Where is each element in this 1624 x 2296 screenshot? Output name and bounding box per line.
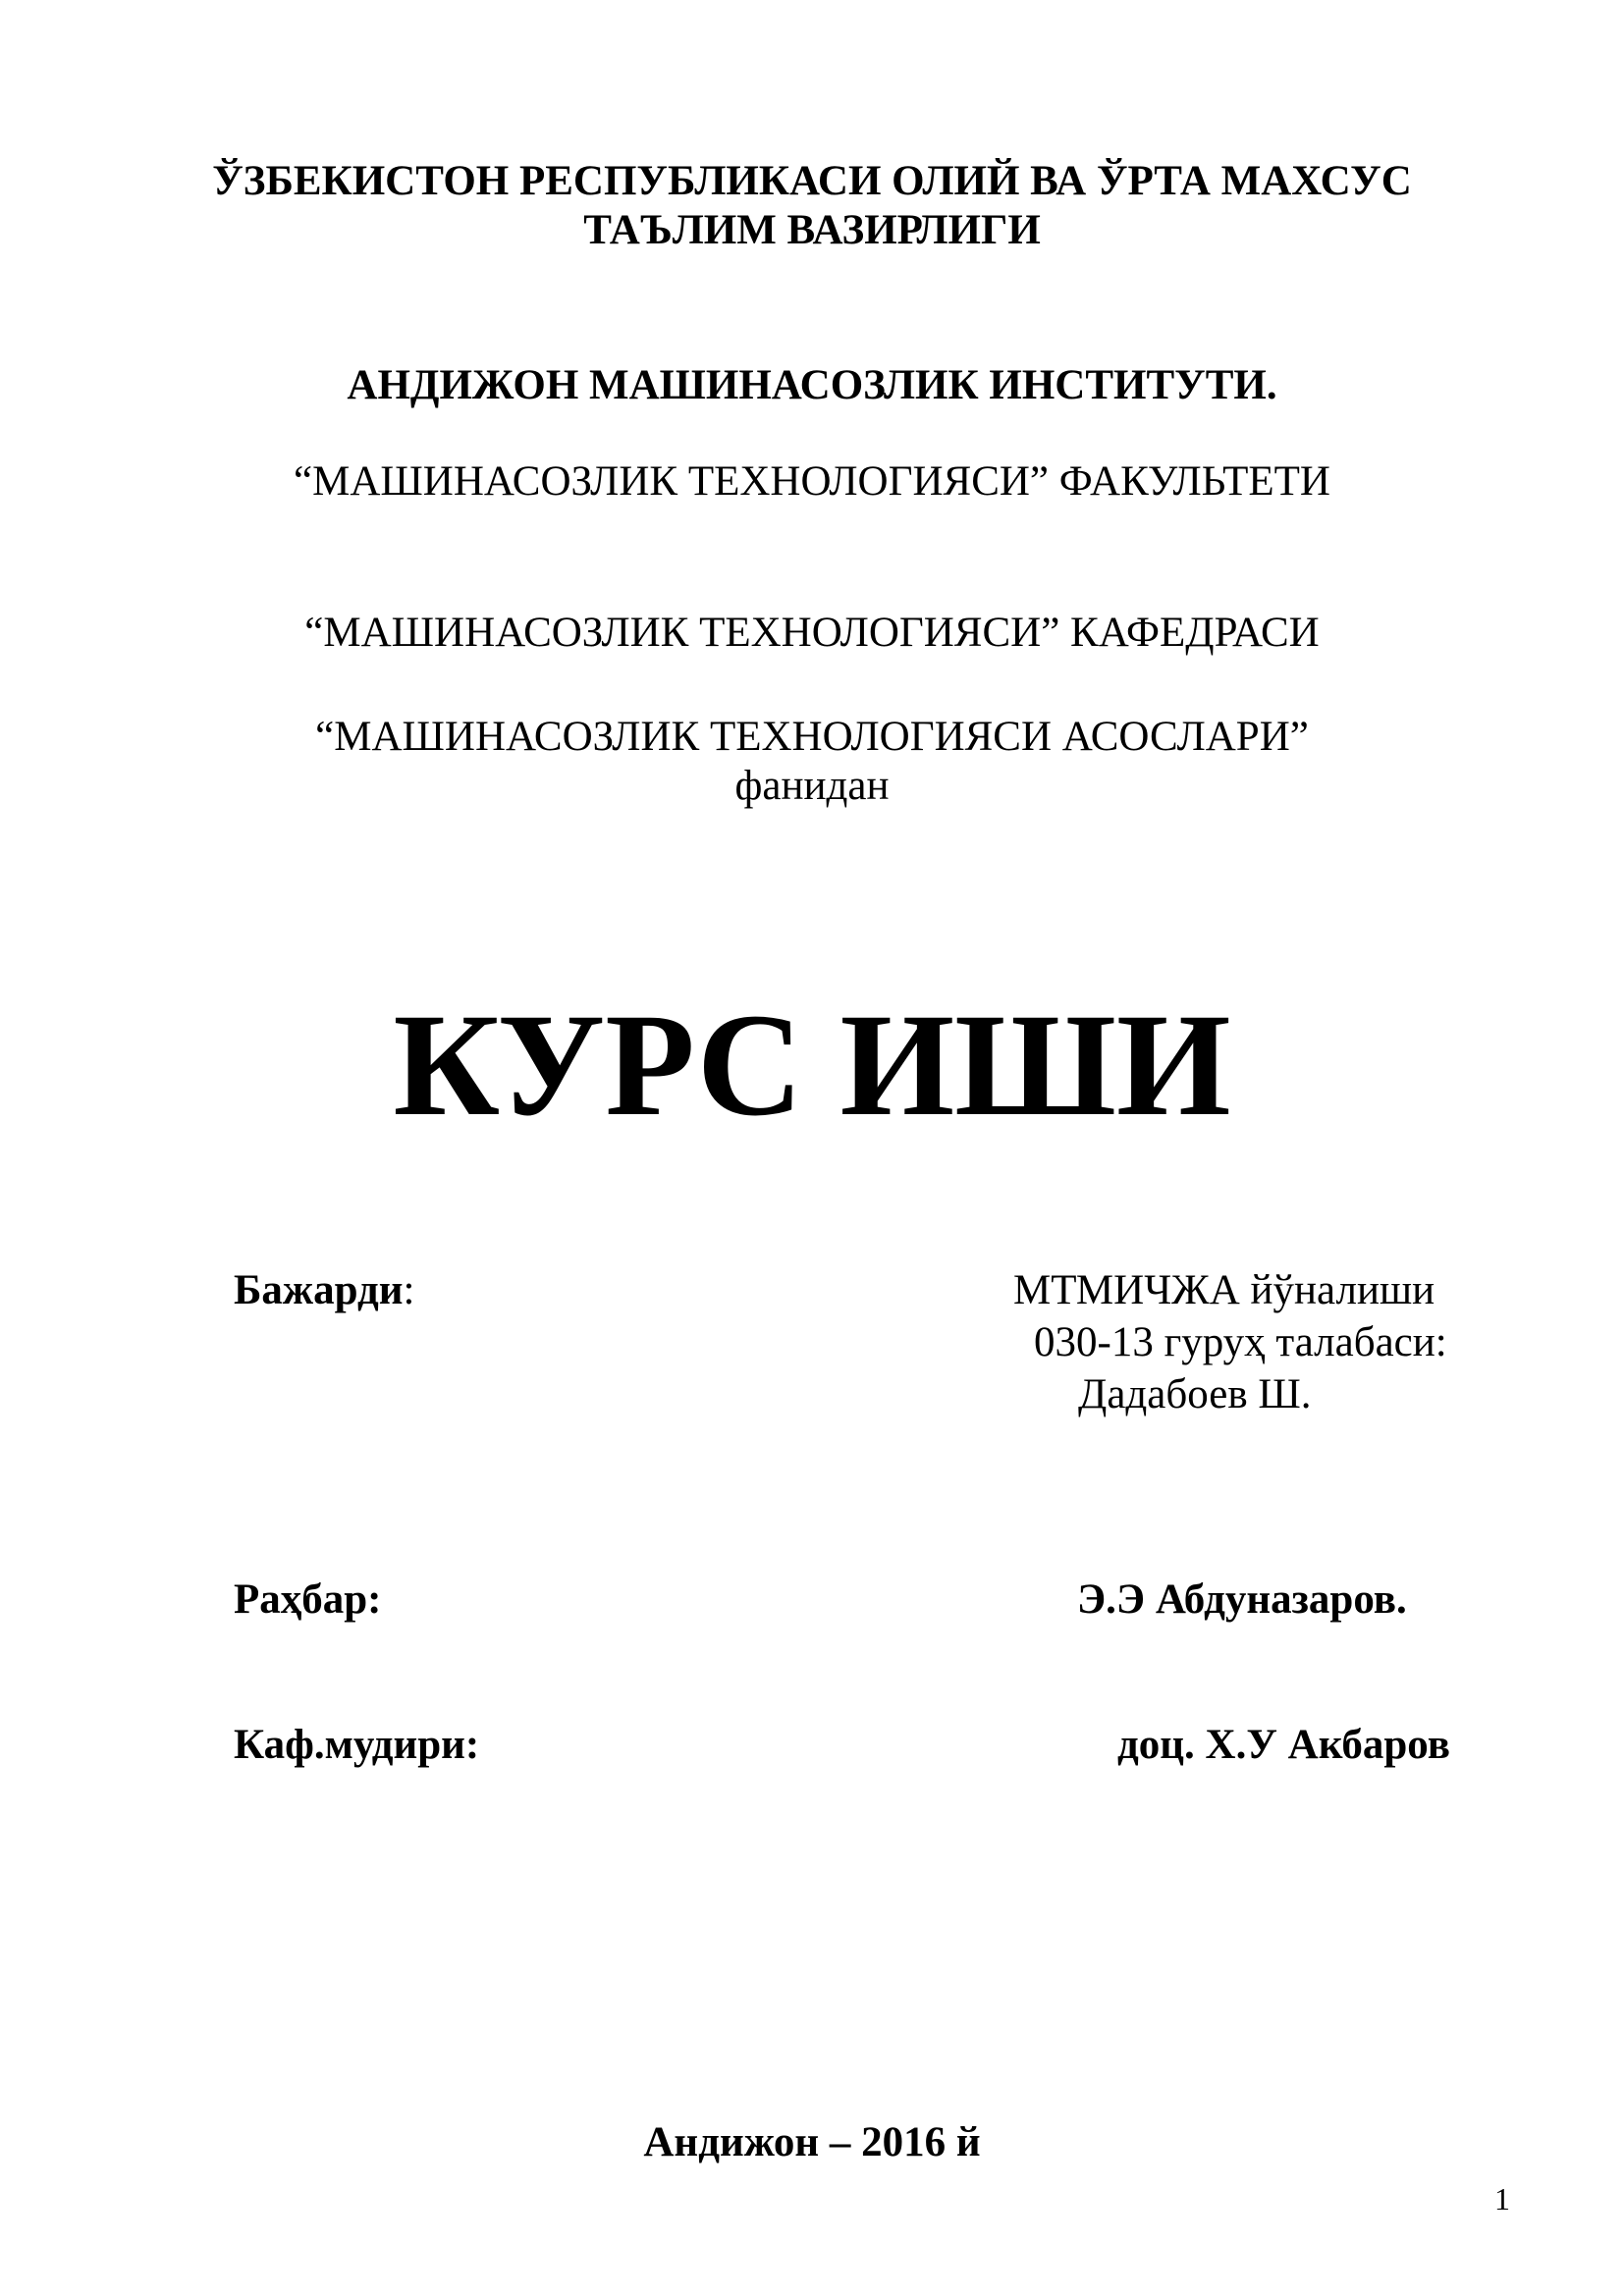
performer-label-group [234, 1266, 414, 1315]
ministry-line-1: ЎЗБЕКИСТОН РЕСПУБЛИКАСИ ОЛИЙ ВА ЎРТА МАХСУС [212, 158, 1412, 204]
performer-name: Дадабоев Ш. [1078, 1371, 1312, 1417]
subject-suffix: фанидан [734, 763, 890, 809]
performer-direction: МТМИЧЖА йўналиши [1013, 1267, 1435, 1313]
supervisor-label: Раҳбар: [234, 1576, 382, 1623]
document-title: КУРС ИШИ [393, 984, 1231, 1147]
subject-name: “МАШИНАСОЗЛИК ТЕХНОЛОГИЯСИ АСОСЛАРИ” [315, 714, 1309, 760]
department-name: “МАШИНАСОЗЛИК ТЕХНОЛОГИЯСИ” КАФЕДРАСИ [304, 610, 1320, 656]
institute-name: АНДИЖОН МАШИНАСОЗЛИК ИНСТИТУТИ. [347, 362, 1277, 408]
performer-group: 030-13 гуруҳ талабаси: [1034, 1319, 1447, 1365]
city-year: Андижон – 2016 й [643, 2119, 981, 2165]
ministry-line-2: ТАЪЛИМ ВАЗИРЛИГИ [583, 207, 1041, 253]
performer-colon: : [403, 1267, 415, 1313]
page-number: 1 [1494, 2181, 1510, 2216]
head-of-department-label: Каф.мудири: [234, 1722, 480, 1768]
faculty-name: “МАШИНАСОЗЛИК ТЕХНОЛОГИЯСИ” ФАКУЛЬТЕТИ [294, 458, 1330, 505]
head-of-department-name: доц. Х.У Акбаров [1117, 1722, 1450, 1768]
supervisor-name: Э.Э Абдуназаров. [1077, 1576, 1407, 1623]
performer-label: Бажарди [234, 1267, 404, 1313]
